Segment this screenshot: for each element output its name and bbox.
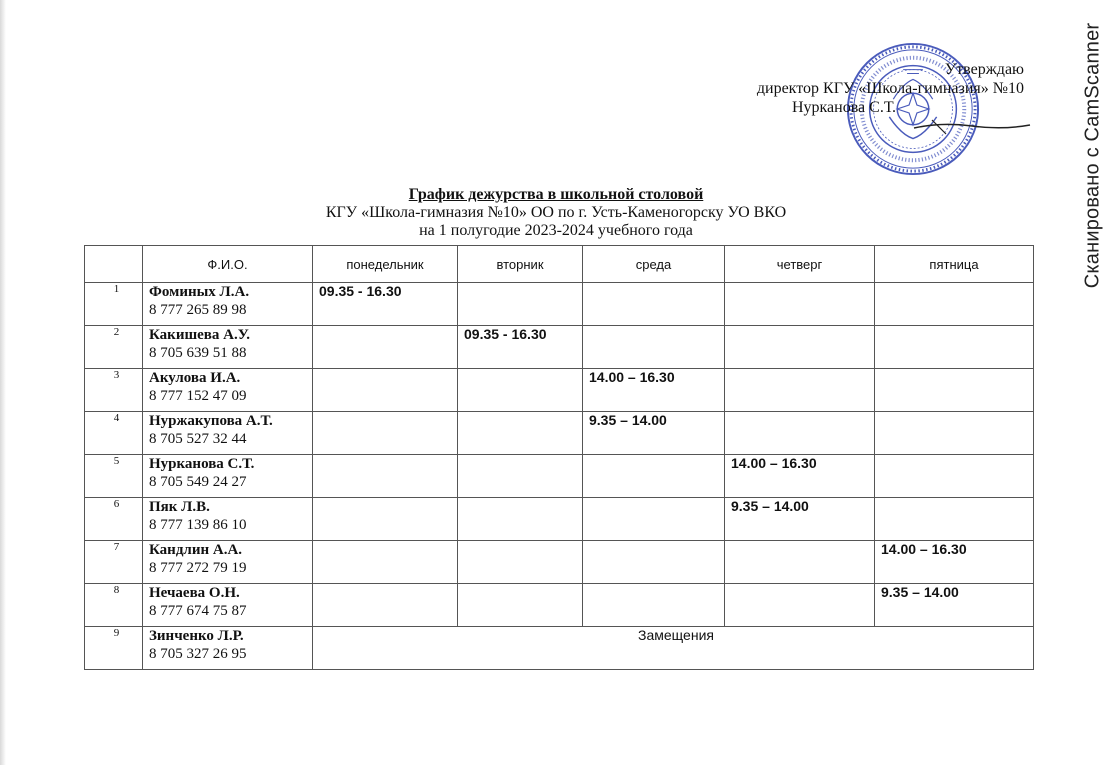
cell-monday (313, 498, 458, 541)
cell-wednesday (583, 283, 725, 326)
row-number: 3 (85, 369, 143, 412)
cell-thursday (725, 283, 875, 326)
document-title-block (0, 186, 1112, 240)
header-tuesday: вторник (458, 246, 583, 283)
header-number (85, 246, 143, 283)
cell-wednesday (583, 584, 725, 627)
cell-wednesday (583, 455, 725, 498)
cell-thursday: 14.00 – 16.30 (725, 455, 875, 498)
staff-phone: 8 777 674 75 87 (149, 603, 247, 619)
header-friday: пятница (875, 246, 1034, 283)
document-period: на 1 полугодие 2023-2024 учебного года (419, 222, 693, 239)
approval-block (757, 60, 1024, 117)
cell-monday (313, 369, 458, 412)
cell-friday (875, 455, 1034, 498)
cell-wednesday (583, 541, 725, 584)
table-row (85, 283, 1034, 326)
row-fio (143, 455, 313, 498)
cell-thursday (725, 326, 875, 369)
row-number: 4 (85, 412, 143, 455)
header-fio: Ф.И.О. (143, 246, 313, 283)
cell-monday (313, 541, 458, 584)
cell-friday (875, 283, 1034, 326)
staff-phone: 8 777 152 47 09 (149, 388, 247, 404)
header-thursday: четверг (725, 246, 875, 283)
table-row (85, 326, 1034, 369)
cell-wednesday: 9.35 – 14.00 (583, 412, 725, 455)
table-row (85, 455, 1034, 498)
staff-name: Фоминых Л.А. (149, 284, 250, 300)
approval-word: Утверждаю (944, 61, 1024, 78)
row-number: 6 (85, 498, 143, 541)
cell-thursday: 9.35 – 14.00 (725, 498, 875, 541)
row-fio (143, 326, 313, 369)
signature-stroke-icon (912, 116, 1032, 136)
cell-tuesday (458, 369, 583, 412)
cell-friday (875, 369, 1034, 412)
row-number: 7 (85, 541, 143, 584)
cell-thursday (725, 584, 875, 627)
row-fio (143, 498, 313, 541)
cell-monday (313, 412, 458, 455)
row-fio (143, 541, 313, 584)
staff-name: Нечаева О.Н. (149, 585, 240, 601)
document-subtitle: КГУ «Школа-гимназия №10» ОО по г. Усть-Каменогорску УО ВКО (325, 204, 787, 221)
row-fio (143, 627, 313, 670)
approval-name: Нурканова С.Т. (791, 99, 896, 116)
row-number: 8 (85, 584, 143, 627)
cell-monday: 09.35 - 16.30 (313, 283, 458, 326)
cell-friday (875, 412, 1034, 455)
table-row (85, 541, 1034, 584)
document-title: График дежурства в школьной столовой (408, 186, 704, 203)
cell-thursday (725, 541, 875, 584)
approval-position: директор КГУ «Школа-гимназия» №10 (756, 80, 1024, 97)
cell-tuesday (458, 412, 583, 455)
cell-monday (313, 455, 458, 498)
cell-tuesday (458, 498, 583, 541)
header-wednesday: среда (583, 246, 725, 283)
cell-friday: 14.00 – 16.30 (875, 541, 1034, 584)
cell-wednesday (583, 498, 725, 541)
table-row (85, 584, 1034, 627)
cell-tuesday (458, 283, 583, 326)
row-number: 9 (85, 627, 143, 670)
cell-wednesday: 14.00 – 16.30 (583, 369, 725, 412)
row-fio (143, 369, 313, 412)
cell-friday: 9.35 – 14.00 (875, 584, 1034, 627)
staff-phone: 8 705 639 51 88 (149, 345, 247, 361)
row-fio (143, 584, 313, 627)
staff-phone: 8 705 327 26 95 (149, 646, 247, 662)
staff-phone: 8 705 549 24 27 (149, 474, 247, 490)
row-fio (143, 412, 313, 455)
staff-name: Зинченко Л.Р. (149, 628, 244, 644)
cell-thursday (725, 412, 875, 455)
camscanner-watermark (1080, 10, 1106, 300)
cell-friday (875, 326, 1034, 369)
staff-name: Какишева А.У. (149, 327, 251, 343)
staff-name: Нуржакупова А.Т. (149, 413, 273, 429)
staff-name: Акулова И.А. (149, 370, 241, 386)
staff-phone: 8 777 265 89 98 (149, 302, 247, 318)
row-fio (143, 283, 313, 326)
staff-phone: 8 777 139 86 10 (149, 517, 247, 533)
cell-monday (313, 584, 458, 627)
table-row (85, 412, 1034, 455)
cell-tuesday (458, 584, 583, 627)
staff-name: Пяк Л.В. (149, 499, 210, 515)
cell-friday (875, 498, 1034, 541)
row-number: 1 (85, 283, 143, 326)
table-row-substitution (85, 627, 1034, 670)
staff-name: Кандлин А.А. (149, 542, 243, 558)
row-number: 5 (85, 455, 143, 498)
scan-edge (0, 0, 6, 765)
staff-phone: 8 777 272 79 19 (149, 560, 247, 576)
cell-thursday (725, 369, 875, 412)
cell-monday (313, 326, 458, 369)
table-row (85, 369, 1034, 412)
staff-phone: 8 705 527 32 44 (149, 431, 247, 447)
cell-tuesday: 09.35 - 16.30 (458, 326, 583, 369)
substitution-cell: Замещения (313, 627, 1034, 670)
table-row (85, 498, 1034, 541)
cell-tuesday (458, 541, 583, 584)
table-header-row (85, 246, 1034, 283)
cell-wednesday (583, 326, 725, 369)
watermark-text: Сканировано с CamScanner (1081, 22, 1104, 288)
duty-schedule-table (84, 245, 1034, 670)
header-monday: понедельник (313, 246, 458, 283)
row-number: 2 (85, 326, 143, 369)
staff-name: Нурканова С.Т. (149, 456, 255, 472)
cell-tuesday (458, 455, 583, 498)
